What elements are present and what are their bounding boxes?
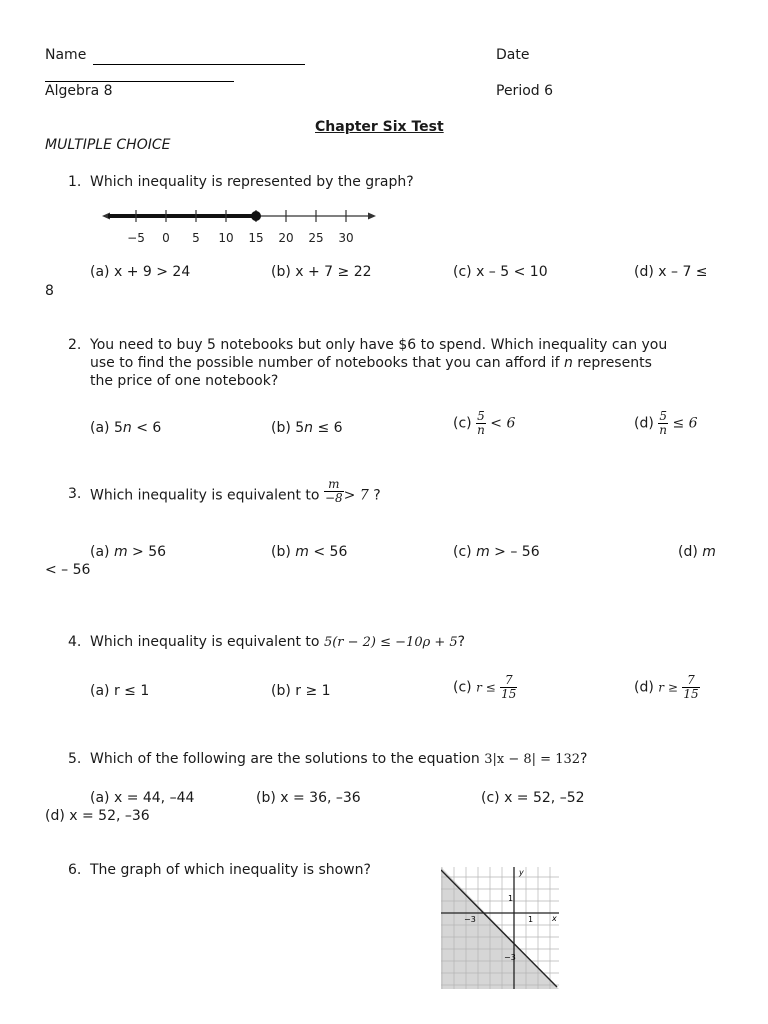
q2-option-d[interactable]: (d) $\frac{5}{n}$ ≤ 6 (634, 409, 698, 437)
q1-option-d[interactable]: (d) x – 7 ≤ (634, 264, 708, 280)
q4-number: 4. (68, 634, 82, 650)
q4-option-c[interactable]: (c) r ≤ $\frac{7}{15}$ (453, 673, 517, 701)
q2-option-b[interactable]: (b) 5n ≤ 6 (271, 420, 343, 436)
q6-x-label: x (552, 914, 557, 923)
date-label: Date (496, 47, 530, 63)
period-label: Period 6 (496, 83, 554, 99)
q5-number: 5. (68, 751, 82, 767)
q3-text: Which inequality is equivalent to $\frac{m}{-8}$ > 7 ? (90, 477, 381, 505)
name-blank[interactable] (93, 64, 305, 65)
name-label: Name (45, 47, 87, 63)
section-heading: MULTIPLE CHOICE (45, 137, 171, 153)
q1-tick-label: 20 (278, 231, 294, 245)
q1-option-d-wrap: 8 (45, 283, 54, 299)
q4-option-a[interactable]: (a) r ≤ 1 (90, 683, 150, 699)
q1-number: 1. (68, 174, 82, 190)
q2-option-a[interactable]: (a) 5n < 6 (90, 420, 162, 436)
q6-tick-xm3: −3 (464, 915, 476, 924)
q1-text: Which inequality is represented by the graph? (90, 174, 414, 190)
q2-option-c[interactable]: (c) $\frac{5}{n}$ < 6 (453, 409, 516, 437)
q1-number-line (100, 203, 385, 248)
q3-option-d-wrap: < – 56 (45, 562, 91, 578)
q6-number: 6. (68, 862, 82, 878)
course-label: Algebra 8 (45, 83, 113, 99)
q4-option-d[interactable]: (d) r ≥ $\frac{7}{15}$ (634, 673, 699, 701)
q2-text-line2: use to find the possible number of notebooks that you can afford if n represents (90, 355, 652, 371)
q1-tick-label: 0 (162, 231, 170, 245)
q6-tick-y1: 1 (508, 894, 514, 903)
q3-number: 3. (68, 486, 82, 502)
q6-graph (441, 867, 559, 989)
q4-text: Which inequality is equivalent to 5(r − 2) ≤ −10ρ + 5? (90, 634, 466, 650)
q5-option-d[interactable]: (d) x = 52, –36 (45, 808, 150, 824)
q3-option-b[interactable]: (b) m < 56 (271, 544, 348, 560)
q5-option-c[interactable]: (c) x = 52, –52 (481, 790, 585, 806)
q2-number: 2. (68, 337, 82, 353)
q1-tick-label: 30 (338, 231, 354, 245)
q1-option-a[interactable]: (a) x + 9 > 24 (90, 264, 191, 280)
q1-tick-label: −5 (127, 231, 145, 245)
q5-option-a[interactable]: (a) x = 44, –44 (90, 790, 195, 806)
q1-option-b[interactable]: (b) x + 7 ≥ 22 (271, 264, 372, 280)
q6-text: The graph of which inequality is shown? (90, 862, 371, 878)
q6-y-label: y (519, 868, 524, 877)
q1-option-c[interactable]: (c) x – 5 < 10 (453, 264, 548, 280)
q1-closed-dot (251, 211, 261, 221)
q3-option-d[interactable]: (d) m (678, 544, 716, 560)
q2-text-line3: the price of one notebook? (90, 373, 279, 389)
name-blank-continued (45, 81, 234, 82)
q3-option-c[interactable]: (c) m > – 56 (453, 544, 540, 560)
q3-option-a[interactable]: (a) m > 56 (90, 544, 167, 560)
arrow-right-icon (368, 213, 376, 220)
q5-text: Which of the following are the solutions to the equation 3|x − 8| = 132? (90, 751, 588, 767)
q1-tick-label: 5 (192, 231, 200, 245)
q1-tick-label: 25 (308, 231, 324, 245)
q1-tick-label: 10 (218, 231, 234, 245)
q2-text-line1: You need to buy 5 notebooks but only have $6 to spend. Which inequality can you (90, 337, 668, 353)
page-title: Chapter Six Test (315, 119, 444, 135)
q6-tick-x1: 1 (528, 915, 534, 924)
q6-tick-ym3: −3 (504, 953, 516, 962)
q5-option-b[interactable]: (b) x = 36, –36 (256, 790, 361, 806)
q4-option-b[interactable]: (b) r ≥ 1 (271, 683, 331, 699)
q1-tick-label: 15 (248, 231, 264, 245)
